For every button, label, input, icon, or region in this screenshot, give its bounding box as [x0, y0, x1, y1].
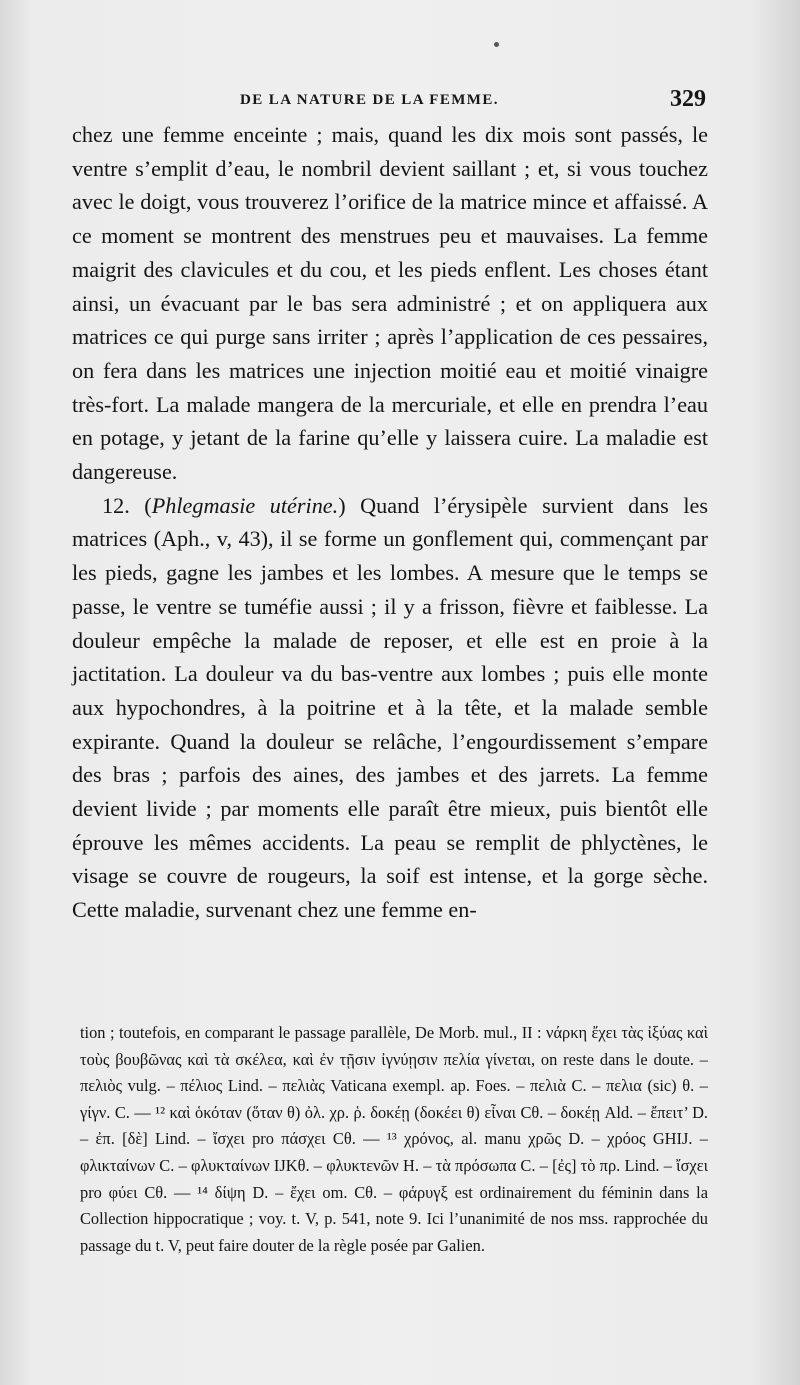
paragraph-text: Quand l’érysipèle survient dans les matrices (Aph., v, 43), il se forme un gonflement qui, commençant par les pieds, gagne les jambes et les lombes. A mesure que le temps se passe, le ventre se tuméfie aussi ; il y a frisson, fièvre et faiblesse. La douleur empêche la malade de reposer, et elle est en proie à la jactitation. La douleur va du bas-ventre aux lombes ; puis elle monte aux hypochondres, à la poitrine et à la tête, et la malade semble expirante. Quand la douleur se relâche, l’engourdissement s’empare des bras ; parfois des aines, des jambes et des jarrets. La femme devient livide ; par moments elle paraît être mieux, puis bientôt elle éprouve les mêmes accidents. La peau se remplit de phlyctènes, le visage se couvre de rougeurs, la soif est intense, et la gorge sèche. Cette maladie, survenant chez une femme en-	[72, 492, 709, 923]
paragraph-continuation: chez une femme enceinte ; mais, quand les dix mois sont passés, le ventre s’emplit d’eau, le nombril devient saillant ; et, si vous touchez avec le doigt, vous trouverez l’orifice de la matrice mince et affaissé. A ce moment se montrent des menstrues peu et mauvaises. La femme maigrit des clavicules et du cou, et les pieds enflent. Les choses étant ainsi, un évacuant par le bas sera administré ; et on appliquera aux matrices ce qui purge sans irriter ; après l’application de ces pessaires, on fera dans les matrices une injection moitié eau et moitié vinaigre très-fort. La malade mangera de la mercuriale, et elle en prendra l’eau en potage, y jetant de la farine qu’elle y laissera cuire. La maladie est dangereuse.	[72, 122, 708, 485]
ink-speck	[494, 42, 499, 47]
paragraph-12: 12. (Phlegmasie utérine.) Quand l’érysipèle survient dans les matrices (Aph., v, 43), il se forme un gonflement qui, commençant par les pieds, gagne les jambes et les lombes. A mesure que le temps se passe, le ventre se tuméfie aussi ; il y a frisson, fièvre et faiblesse. La douleur empêche la malade de reposer, et elle est en proie à la jactitation. La douleur va du bas-ventre aux lombes ; puis elle monte aux hypochondres, à la poitrine et à la tête, et la malade semble expirante. Quand la douleur se relâche, l’engourdissement s’empare des bras ; parfois des aines, des jambes et des jarrets. La femme devient livide ; par moments elle paraît être mieux, puis bientôt elle éprouve les mêmes accidents. La peau se remplit de phlyctènes, le visage se couvre de rougeurs, la soif est intense, et la gorge sèche. Cette maladie, survenant chez une femme en-	[72, 492, 709, 923]
section-heading: Phlegmasie utérine.	[151, 492, 339, 518]
main-text	[72, 118, 708, 927]
paragraph-number: 12.	[102, 492, 130, 518]
page-number: 329	[670, 86, 706, 112]
footnotes: tion ; toutefois, en comparant le passage parallèle, De Morb. mul., II : νάρκη ἔχει τὰς ἰξύας καὶ τοὺς βουβῶνας καὶ τὰ σκέλεα, καὶ ἐν τῇσιν ἰγνύῃσιν πελία γίνεται, on reste dans le doute. – πελιὸς vulg. – πέλιος Lind. – πελιὰς Vaticana exempl. ap. Foes. – πελιὰ C. – πελια (sic) θ. – γίγν. C. — ¹² καὶ ὁκόταν (ὅταν θ) ὀλ. χρ. ῥ. δοκέῃ (δοκέει θ) εἶναι Cθ. – δοκέῃ Ald. – ἔπειτ’ D. – ἐπ. [δὲ] Lind. – ἴσχει pro πάσχει Cθ. — ¹³ χρόνος, al. manu χρῶς D. – χρόος GHIJ. – φλικταίνων C. – φλυκταίνων IJKθ. – φλυκτενῶν H. – τὰ πρόσωπα C. – [ἐς] τὸ πρ. Lind. – ἴσχει pro φύει Cθ. — ¹⁴ δίψη D. – ἔχει om. Cθ. – φάρυγξ est ordinairement du féminin dans la Collection hippocratique ; voy. t. V, p. 541, note 9. Ici l’unanimité de nos mss. rapprochée du passage du t. V, peut faire douter de la règle posée par Galien.	[80, 1023, 708, 1255]
page-header	[70, 86, 710, 116]
running-title: DE LA NATURE DE LA FEMME.	[240, 92, 499, 108]
